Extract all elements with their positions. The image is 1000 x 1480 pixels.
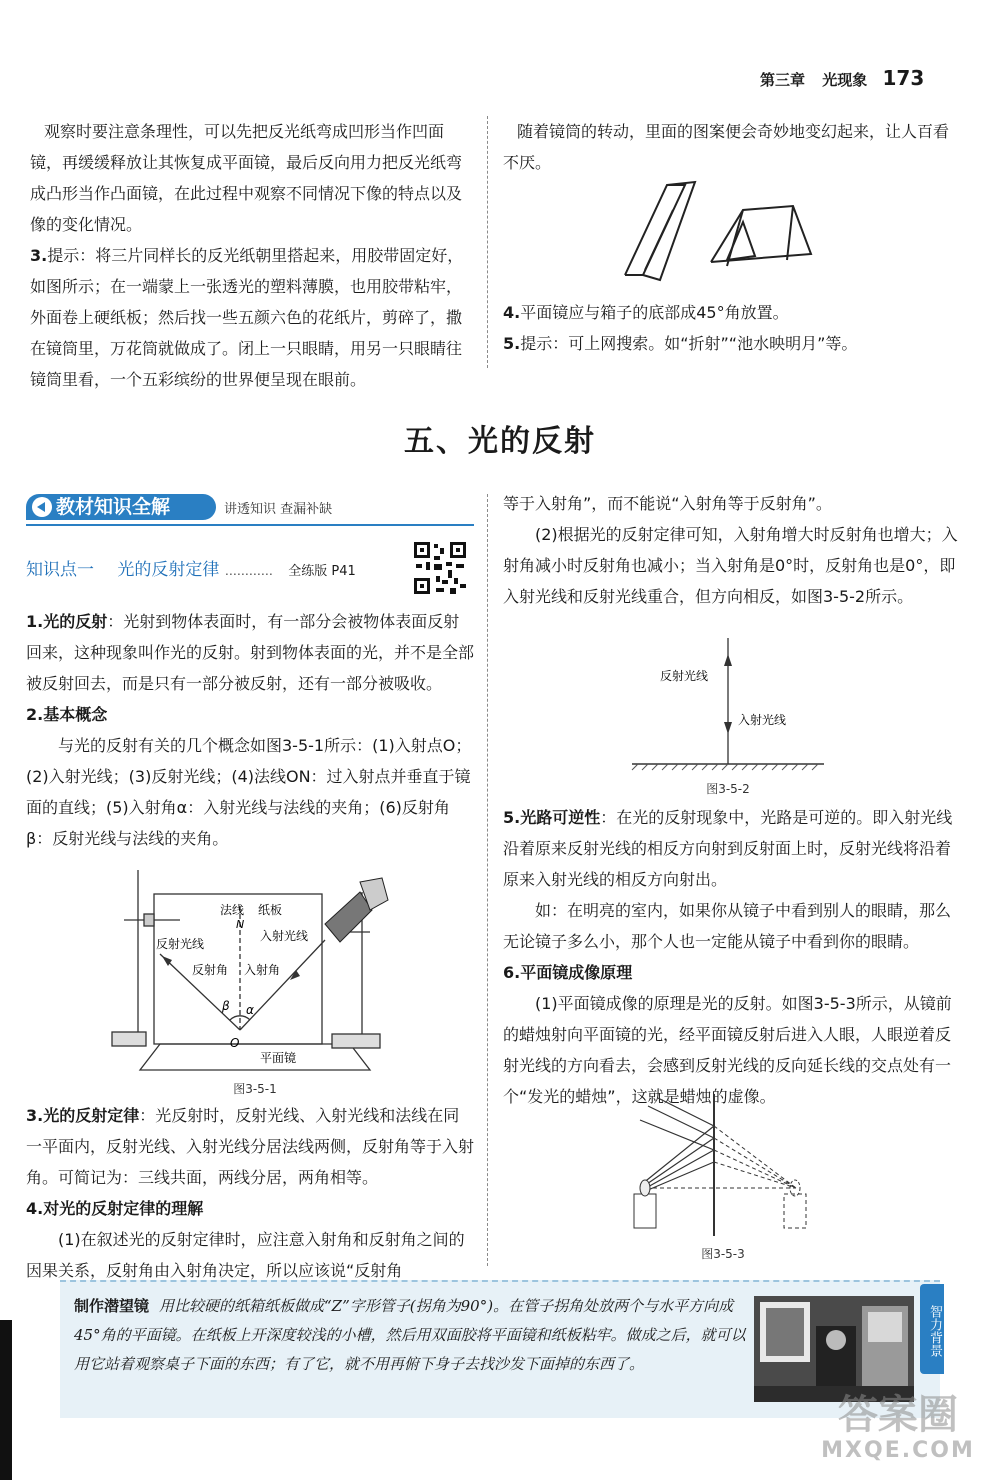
item-2-title: 2.基本概念 xyxy=(26,705,108,724)
fig2-caption: 图3-5-2 xyxy=(706,782,750,796)
top-item-4-text: 平面镜应与箱子的底部成45°角放置。 xyxy=(520,303,789,322)
fig1-inc-angle-label: 入射角 xyxy=(244,963,281,977)
page-header xyxy=(760,66,960,92)
item-3 xyxy=(26,1100,474,1193)
top-item-4-num: 4. xyxy=(503,303,521,322)
periscope-photo xyxy=(754,1296,914,1402)
item-1 xyxy=(26,606,474,699)
figure-3-5-3 xyxy=(618,1090,828,1240)
fig1-refl-angle-label: 反射角 xyxy=(192,963,229,977)
qr-code-icon[interactable] xyxy=(412,540,468,596)
top-left-column xyxy=(30,116,470,395)
item-5-title: 5.光路可逆性 xyxy=(503,808,601,827)
top-item-3-text: 提示：将三片同样长的反光纸朝里搭起来，用胶带固定好，如图所示；在一端蒙上一张透光的塑料薄膜，也用胶带粘牢，外面卷上硬纸板；然后找一些五颜六色的花纸片，剪碎了，撒在镜筒里，万花筒就做成了。闭上一只眼睛，用另一只眼睛往镜筒里看，一个五彩缤纷的世界便呈现在眼前。 xyxy=(30,246,464,389)
right-paragraph-2: (2)根据光的反射定律可知，入射角增大时反射角也增大；入射角减小时反射角也减小；当入射角是0°时，反射角也是0°，即入射光线和反射光线重合，但方向相反，如图3-5-2所示。 xyxy=(503,525,958,606)
kp-title: 光的反射定律 xyxy=(117,560,220,580)
figure-3-5-2 xyxy=(628,634,828,774)
figure-3-5-1 xyxy=(100,862,410,1077)
item-1-text: ：光射到物体表面时，有一部分会被物体表面反射回来，这种现象叫作光的反射。射到物体表面的光，并不是全部被反射回去，而是只有一部分被反射，还有一部分被吸收。 xyxy=(26,612,475,693)
watermark-line-1: 答案圈 xyxy=(838,1392,958,1438)
item-4-title: 4.对光的反射定律的理解 xyxy=(26,1199,204,1218)
section-title: 五、光的反射 xyxy=(404,424,596,459)
banner-label: 教材知识全解 xyxy=(56,496,171,518)
fig1-o-label: O xyxy=(230,1036,240,1050)
top-right-paragraph: 随着镜筒的转动，里面的图案便会奇妙地变幻起来，让人百看不厌。 xyxy=(503,122,950,172)
watermark-line-2: MXQE.COM xyxy=(821,1438,975,1463)
main-column-divider xyxy=(487,494,488,1266)
fig1-beta-label: β xyxy=(222,999,230,1013)
item-5 xyxy=(503,802,958,895)
page-number: 173 xyxy=(882,66,925,90)
left-column xyxy=(26,606,474,854)
footer-title: 制作潜望镜 xyxy=(74,1297,150,1315)
footer-text: 用比较硬的纸箱纸板做成“Z”字形管子(拐角为90°)。在管子拐角处放两个与水平方向成45°角的平面镜。在纸板上开深度较浅的小槽，然后用双面胶将平面镜和纸板粘牢。做成之后，就可以用它站着观察桌子下面的东西；有了它，就不用再俯下身子去找沙发下面掉的东西了。 xyxy=(74,1297,746,1373)
kaleidoscope-illustration xyxy=(615,170,825,295)
top-right-items xyxy=(503,297,958,359)
right-column xyxy=(503,488,958,612)
item-2-text: 与光的反射有关的几个概念如图3-5-1所示：(1)入射点O；(2)入射光线；(3)反射光线；(4)法线ON：过入射点并垂直于镜面的直线；(5)入射角α：入射光线与法线的夹角；(6)反射角β：反射光线与法线的夹角。 xyxy=(26,736,472,848)
knowledge-point-heading xyxy=(26,555,426,580)
banner-badge xyxy=(26,494,216,520)
watermark xyxy=(808,1392,988,1476)
fig2-reflected-label: 反射光线 xyxy=(660,669,709,683)
fig1-reflected-label: 反射光线 xyxy=(156,937,205,951)
fig1-caption: 图3-5-1 xyxy=(233,1082,277,1096)
fig1-mirror-label: 平面镜 xyxy=(260,1051,297,1065)
top-item-5-num: 5. xyxy=(503,334,521,353)
item-4-text: (1)在叙述光的反射定律时，应注意入射角和反射角之间的因果关系，反射角由入射角决定，所以应该说“反射角 xyxy=(26,1230,465,1280)
top-column-divider xyxy=(487,116,488,368)
item-6-title: 6.平面镜成像原理 xyxy=(503,963,633,982)
item-3-text: ：光反射时，反射光线、入射光线和法线在同一平面内，反射光线、入射光线分居法线两侧，反射角等于入射角。可简记为：三线共面，两线分居，两角相等。 xyxy=(26,1106,475,1187)
kp-label: 知识点一 xyxy=(26,560,94,580)
fig1-normal-label: 法线 xyxy=(220,903,245,917)
fig1-n-label: N xyxy=(236,918,245,931)
top-item-5 xyxy=(503,328,958,359)
item-1-title: 1.光的反射 xyxy=(26,612,108,631)
side-tab xyxy=(920,1284,944,1374)
right-column-middle xyxy=(503,802,958,1112)
top-item-4 xyxy=(503,297,958,328)
footer-text-block xyxy=(74,1292,750,1379)
item-3-title: 3.光的反射定律 xyxy=(26,1106,140,1125)
left-column-bottom xyxy=(26,1100,474,1286)
top-item-5-text: 提示：可上网搜索。如“折射”“池水映明月”等。 xyxy=(520,334,858,353)
fig2-incident-label: 入射光线 xyxy=(738,713,787,727)
chapter-title: 光现象 xyxy=(822,71,868,89)
kp-ref: 全练版 P41 xyxy=(288,564,356,579)
top-left-paragraph: 观察时要注意条理性，可以先把反光纸弯成凹形当作凹面镜，再缓缓释放让其恢复成平面镜，最后反向用力把反光纸弯成凸形当作凸面镜，在此过程中观察不同情况下像的特点以及像的变化情况。 xyxy=(30,122,463,234)
item-5-text: ：在光的反射现象中，光路是可逆的。即入射光线沿着原来反射光线的相反方向射到反射面上时，反射光线将沿着原来入射光线的相反方向射出。 xyxy=(503,808,953,889)
fig3-caption: 图3-5-3 xyxy=(701,1247,745,1261)
item-6-text: (1)平面镜成像的原理是光的反射。如图3-5-3所示，从镜前的蜡烛射向平面镜的光，经平面镜反射后进入人眼，人眼逆着反射光线的方向看去，会感到反射光线的反向延长线的交点处有一个“发光的蜡烛”，这就是蜡烛的虚像。 xyxy=(503,994,952,1106)
fig1-incident-label: 入射光线 xyxy=(260,929,309,943)
banner-subtitle: 讲透知识 查漏补缺 xyxy=(224,502,333,517)
chapter-label: 第三章 xyxy=(760,71,806,89)
side-tab-label: 智力背景 xyxy=(927,1305,942,1357)
speaker-icon xyxy=(32,497,52,517)
fig1-alpha-label: α xyxy=(246,1003,254,1017)
top-item-3 xyxy=(30,240,470,395)
kp-dots: ………… xyxy=(224,564,273,578)
right-example: 如：在明亮的室内，如果你从镜子中看到别人的眼睛，那么无论镜子多么小，那个人也一定能从镜子中看到你的眼睛。 xyxy=(503,901,952,951)
top-right-column xyxy=(503,116,958,178)
fig1-board-label: 纸板 xyxy=(258,903,283,917)
knowledge-banner xyxy=(26,494,474,526)
scan-edge xyxy=(0,1320,12,1480)
right-continuation: 等于入射角”，而不能说“入射角等于反射角”。 xyxy=(503,494,832,513)
top-item-3-num: 3. xyxy=(30,246,48,265)
